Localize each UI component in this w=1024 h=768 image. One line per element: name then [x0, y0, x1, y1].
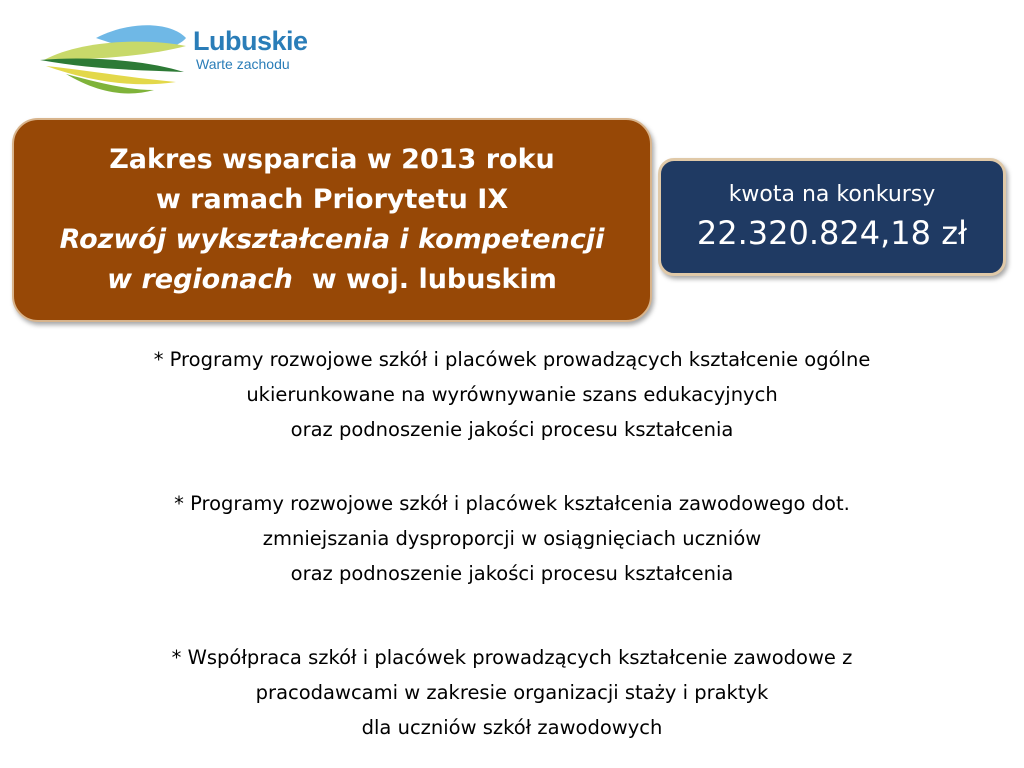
program-1-line-3: oraz podnoszenie jakości procesu kształcenia [290, 418, 734, 441]
amount-box [658, 158, 1006, 276]
program-1-line-1: * Programy rozwojowe szkół i placówek prowadzących kształcenie ogólne [153, 348, 871, 371]
title-line-4 [14, 260, 650, 300]
program-1-line-2: ukierunkowane na wyrównywanie szans edukacyjnych [246, 383, 778, 406]
lubuskie-logo [36, 20, 326, 100]
amount-label: kwota na konkursy [728, 182, 936, 207]
program-3 [0, 640, 1024, 745]
title-line-4-italic: w regionach [107, 264, 293, 295]
logo-tagline: Warte zachodu [196, 56, 290, 72]
program-3-line-1: * Współpraca szkół i placówek prowadzących kształcenie zawodowe z [171, 646, 853, 669]
program-3-line-3: dla uczniów szkół zawodowych [361, 716, 663, 739]
title-line-1: Zakres wsparcia w 2013 roku [109, 144, 555, 175]
program-3-line-2: pracodawcami w zakresie organizacji staży i praktyk [255, 681, 769, 704]
program-2 [0, 486, 1024, 591]
amount-value: 22.320.824,18 zł [696, 214, 968, 252]
program-2-line-2: zmniejszania dysproporcji w osiągnięciach uczniów [262, 527, 762, 550]
title-box [12, 118, 652, 322]
title-line-4-rest: w woj. lubuskim [292, 264, 557, 295]
program-2-line-3: oraz podnoszenie jakości procesu kształcenia [290, 562, 734, 585]
program-1 [0, 342, 1024, 447]
program-2-line-1: * Programy rozwojowe szkół i placówek kształcenia zawodowego dot. [174, 492, 850, 515]
lubuskie-logo-icon [36, 20, 196, 100]
title-line-3: Rozwój wykształcenia i kompetencji [59, 224, 605, 255]
title-line-2: w ramach Priorytetu IX [155, 184, 509, 215]
logo-name: Lubuskie [193, 26, 308, 56]
